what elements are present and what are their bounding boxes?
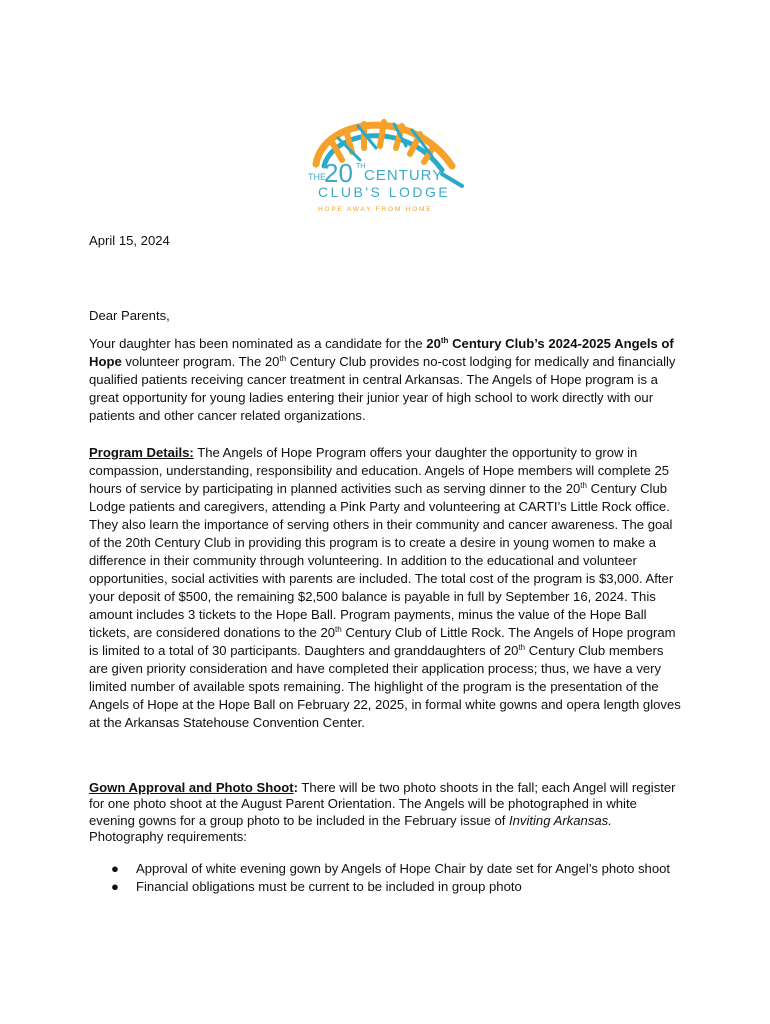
p1-text-3: Century Club provides no-cost lodging for medically and financially qualified patients receiving cancer treatment in central Arkansas. The Angels of Hope program is a great opportunity for young ladies entering their junior year of high school to work directly with our patients and other cancer related organizations. (89, 354, 676, 423)
logo-the-text: THE (308, 172, 326, 182)
logo-th-text: TH (356, 163, 366, 170)
p1-bold-program-name: Century Club’s 2024-2025 Angels of Hope (89, 336, 674, 369)
list-item (89, 879, 681, 895)
p2-text-1: The Angels of Hope Program offers your daughter the opportunity to grow in compassion, understanding, responsibility and education. Angels of Hope members will complete 25 hours of service by participating in planned activities such as serving dinner to the 20 (89, 445, 670, 496)
p2-sup-3: th (518, 643, 526, 652)
program-details-heading: Program Details: (89, 445, 194, 460)
program-details-paragraph (89, 444, 681, 732)
logo-number-text: 20 (324, 158, 353, 188)
logo-tagline: HOPE AWAY FROM HOME (318, 206, 433, 213)
bullet-icon: ● (111, 861, 119, 876)
salutation: Dear Parents, (89, 308, 170, 323)
bullet-icon: ● (111, 879, 119, 894)
intro-paragraph (89, 335, 681, 425)
p2-text-3: Century Club of Little Rock. The Angels of Hope program is limited to a total of 30 participants. Daughters and granddaughters of 20 (89, 625, 676, 658)
p1-text-2: volunteer program. The 20 (121, 354, 280, 369)
photography-requirements-list (89, 861, 681, 897)
p1-text-1: Your daughter has been nominated as a candidate for the (89, 336, 427, 351)
list-item (89, 861, 681, 877)
gown-approval-paragraph (89, 780, 681, 846)
p1-bold-number: 20 (426, 336, 441, 351)
gown-heading-colon: : (293, 780, 299, 795)
list-item-text: Financial obligations must be current to be included in group photo (136, 879, 522, 894)
club-logo (302, 108, 466, 220)
p3-text-2: Photography requirements: (89, 829, 247, 845)
p2-text-4: Century Club members are given priority consideration and have completed their application process; thus, we have a very limited number of available spots remaining. The highlight of the program is the presentation of the Angels of Hope at the Hope Ball on February 22, 2025, in formal white gowns and opera length gloves at the Arkansas Statehouse Convention Center. (89, 643, 681, 730)
p1-bold-sup: th (440, 336, 449, 345)
p1-sup: th (279, 354, 287, 363)
p2-sup-1: th (580, 481, 587, 490)
p3-italic-publication: Inviting Arkansas. (509, 812, 612, 828)
p3-text-1: There will be two photo shoots in the fall; each Angel will register for one photo shoot at the August Parent Orientation. The Angels will be photographed in white evening gowns for a group photo to be included in the February issue of (89, 780, 676, 828)
p2-sup-2: th (335, 625, 342, 634)
list-item-text: Approval of white evening gown by Angels of Hope Chair by date set for Angel’s photo shoot (136, 861, 671, 876)
letter-date: April 15, 2024 (89, 233, 170, 248)
logo-club-lodge-text: CLUB'S LODGE (318, 184, 451, 200)
logo-century-text: CENTURY (364, 167, 444, 184)
p2-text-2: Century Club Lodge patients and caregivers, attending a Pink Party and volunteering at CARTI’s Little Rock office. They also learn the importance of serving others in their community and cancer awareness. The goal of the 20th Century Club in providing this program is to create a desire in young women to make a difference in their community through volunteering. In addition to the educational and volunteer opportunities, social activities with parents are included. The total cost of the program is $3,000. After your deposit of $500, the remaining $2,500 balance is payable in full by September 16, 2024. This amount includes 3 tickets to the Hope Ball. Program payments, minus the value of the Hope Ball tickets, are considered donations to the 20 (89, 481, 674, 640)
gown-approval-heading: Gown Approval and Photo Shoot (89, 780, 294, 795)
